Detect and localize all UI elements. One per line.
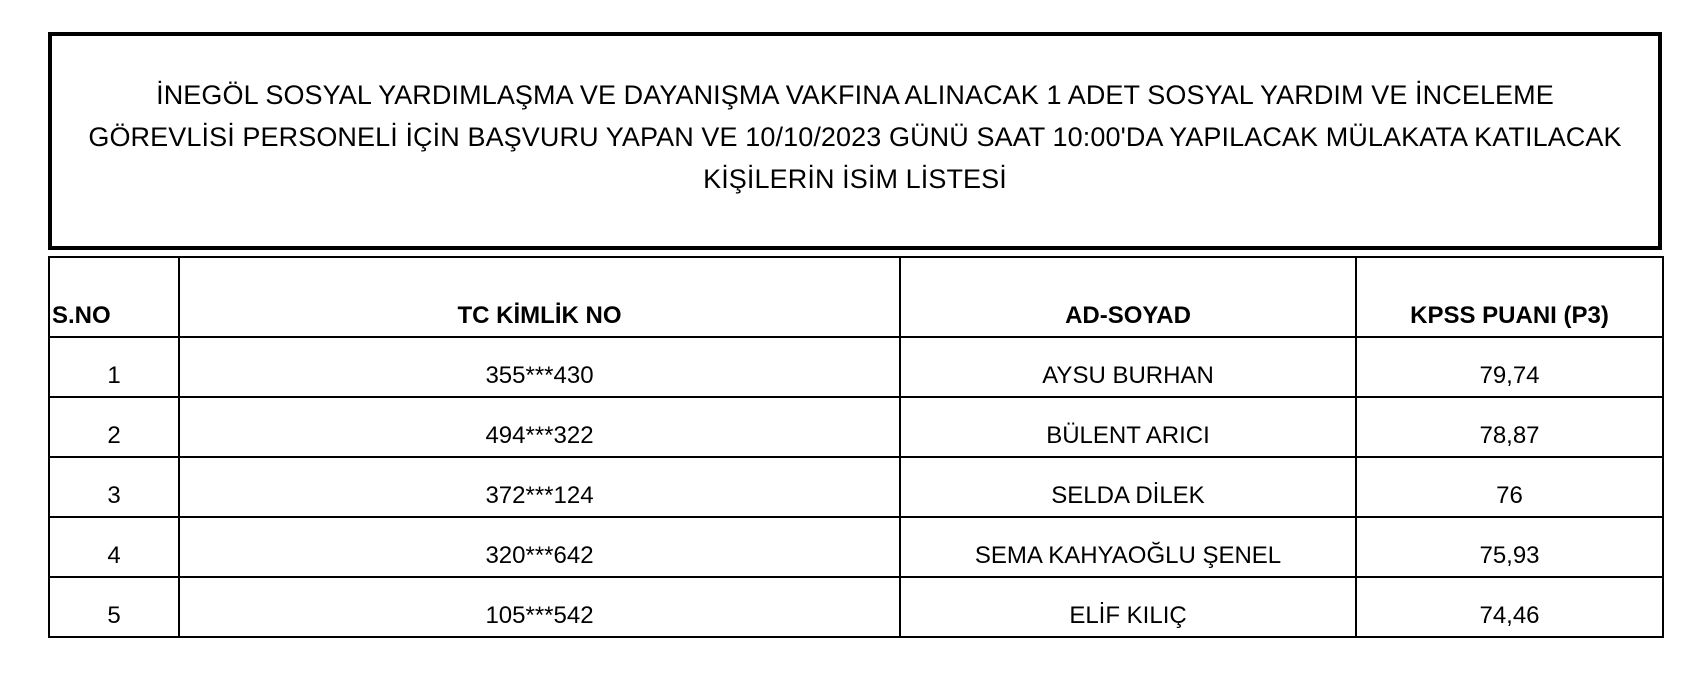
cell-ad-soyad: AYSU BURHAN	[900, 337, 1356, 397]
cell-tc-kimlik-no: 105***542	[179, 577, 900, 637]
table-row	[49, 517, 1663, 577]
cell-sno: 4	[49, 517, 179, 577]
cell-ad-soyad: ELİF KILIÇ	[900, 577, 1356, 637]
cell-sno: 3	[49, 457, 179, 517]
cell-sno: 1	[49, 337, 179, 397]
cell-kpss-puani: 75,93	[1356, 517, 1663, 577]
table-row	[49, 397, 1663, 457]
table-row	[49, 577, 1663, 637]
candidate-list-table	[48, 256, 1664, 638]
cell-tc-kimlik-no: 355***430	[179, 337, 900, 397]
document-title-box	[48, 32, 1662, 250]
cell-kpss-puani: 79,74	[1356, 337, 1663, 397]
cell-kpss-puani: 76	[1356, 457, 1663, 517]
cell-tc-kimlik-no: 320***642	[179, 517, 900, 577]
cell-tc-kimlik-no: 372***124	[179, 457, 900, 517]
table-row	[49, 457, 1663, 517]
cell-sno: 2	[49, 397, 179, 457]
cell-kpss-puani: 78,87	[1356, 397, 1663, 457]
header-kpss-puani: KPSS PUANI (P3)	[1356, 257, 1663, 337]
cell-tc-kimlik-no: 494***322	[179, 397, 900, 457]
table-row	[49, 337, 1663, 397]
header-tc-kimlik-no: TC KİMLİK NO	[179, 257, 900, 337]
header-sno: S.NO	[49, 257, 179, 337]
document-title: İNEGÖL SOSYAL YARDIMLAŞMA VE DAYANIŞMA VAKFINA ALINACAK 1 ADET SOSYAL YARDIM VE İNCELEME GÖREVLİSİ PERSONELİ İÇİN BAŞVURU YAPAN VE 10/10/2023 GÜNÜ SAAT 10:00'DA YAPILACAK MÜLAKATA KATILACAK KİŞİLERİN İSİM LİSTESİ	[88, 80, 1622, 194]
cell-ad-soyad: SELDA DİLEK	[900, 457, 1356, 517]
cell-sno: 5	[49, 577, 179, 637]
header-ad-soyad: AD-SOYAD	[900, 257, 1356, 337]
cell-ad-soyad: BÜLENT ARICI	[900, 397, 1356, 457]
cell-ad-soyad: SEMA KAHYAOĞLU ŞENEL	[900, 517, 1356, 577]
table-header-row	[49, 257, 1663, 337]
cell-kpss-puani: 74,46	[1356, 577, 1663, 637]
